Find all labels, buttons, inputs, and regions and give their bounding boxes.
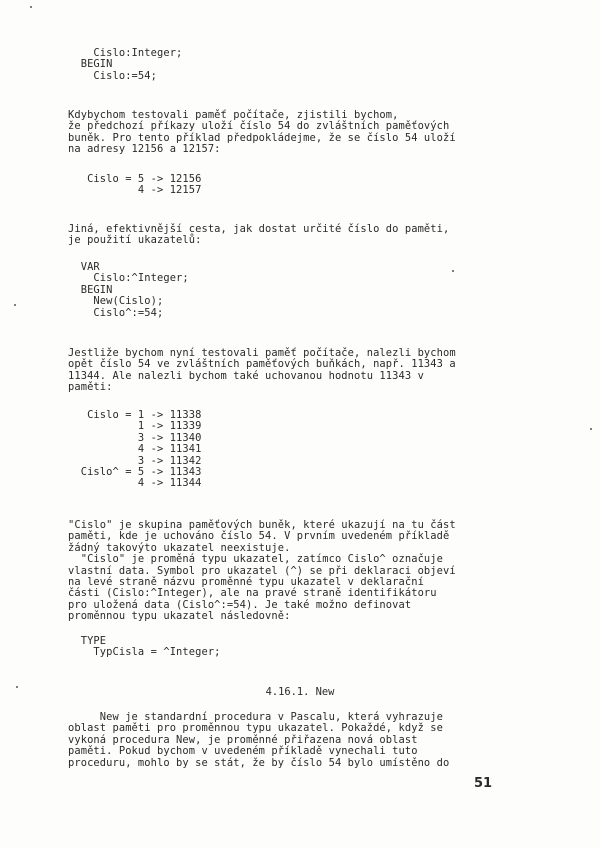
scan-speck xyxy=(14,304,16,306)
paragraph-pointer-memory-test: Jestliže bychom nyní testovali paměť počítače, nalezli bychom opět číslo 54 ve zvláštních paměťových buňkách, např. 11343 a 11344. Ale nalezli bychom také uchovanou hodnotu 11343 v paměti: xyxy=(68,347,456,394)
scan-speck xyxy=(452,270,454,272)
scan-speck xyxy=(30,6,32,8)
paragraph-memory-test: Kdybychom testovali paměť počítače, zjistili bychom, že předchozí příkazy uloží číslo 54 do zvláštních paměťových buněk. Pro tento příklad předpokládejme, že se číslo 54 uloží na adresy 12156 a 12157: xyxy=(68,109,456,156)
code-block-type-declaration: TYPE TypCisla = ^Integer; xyxy=(80,635,221,659)
paragraph-pointer-intro: Jiná, efektivnější cesta, jak dostat určité číslo do paměti, je použití ukazatelů: xyxy=(68,223,450,247)
code-block-pointer-declaration: VAR Cislo:^Integer; BEGIN New(Cislo); Cislo^:=54; xyxy=(80,261,189,319)
scan-speck xyxy=(590,428,592,430)
paragraph-pointer-explanation: "Cislo" je skupina paměťových buněk, které ukazují na tu část paměti, kde je uchováno číslo 54. V prvním uvedeném příkladě žádný takovýto ukazatel neexistuje. "Cislo" je proměná typu ukazatel, zatímco Cislo^ označuje vlastní data. Symbol pro ukazatel (^) se při deklaraci objeví na levé straně názvu proměnné typu ukazatel v deklarační části (Cislo:^Integer), ale na pravé straně identifikátoru pro uložená data (Cislo^:=54). Je také možno definovat proměnnou typu ukazatel následovně: xyxy=(68,519,456,623)
code-block-integer-declaration: Cislo:Integer; BEGIN Cislo:=54; xyxy=(80,47,183,82)
paragraph-new-procedure: New je standardní procedura v Pascalu, která vyhrazuje oblast paměti pro proměnnou typu ukazatel. Pokaždé, když se vykoná procedura New, je proměnné přiřazena nová oblast paměti. Pokud bychom v uvedeném příkladě vynechali tuto proceduru, mohlo by se stát, že by číslo 54 bylo umístěno do xyxy=(68,711,450,769)
memory-map-direct: Cislo = 5 -> 12156 4 -> 12157 xyxy=(87,173,202,197)
memory-map-pointer: Cislo = 1 -> 11338 1 -> 11339 3 -> 11340 4 -> 11341 3 -> 11342 Cislo^ = 5 -> 11343 4 -> 11344 xyxy=(80,409,202,490)
scan-speck xyxy=(16,686,18,688)
page-number: 51 xyxy=(474,776,493,791)
section-heading: 4.16.1. New xyxy=(265,686,335,698)
